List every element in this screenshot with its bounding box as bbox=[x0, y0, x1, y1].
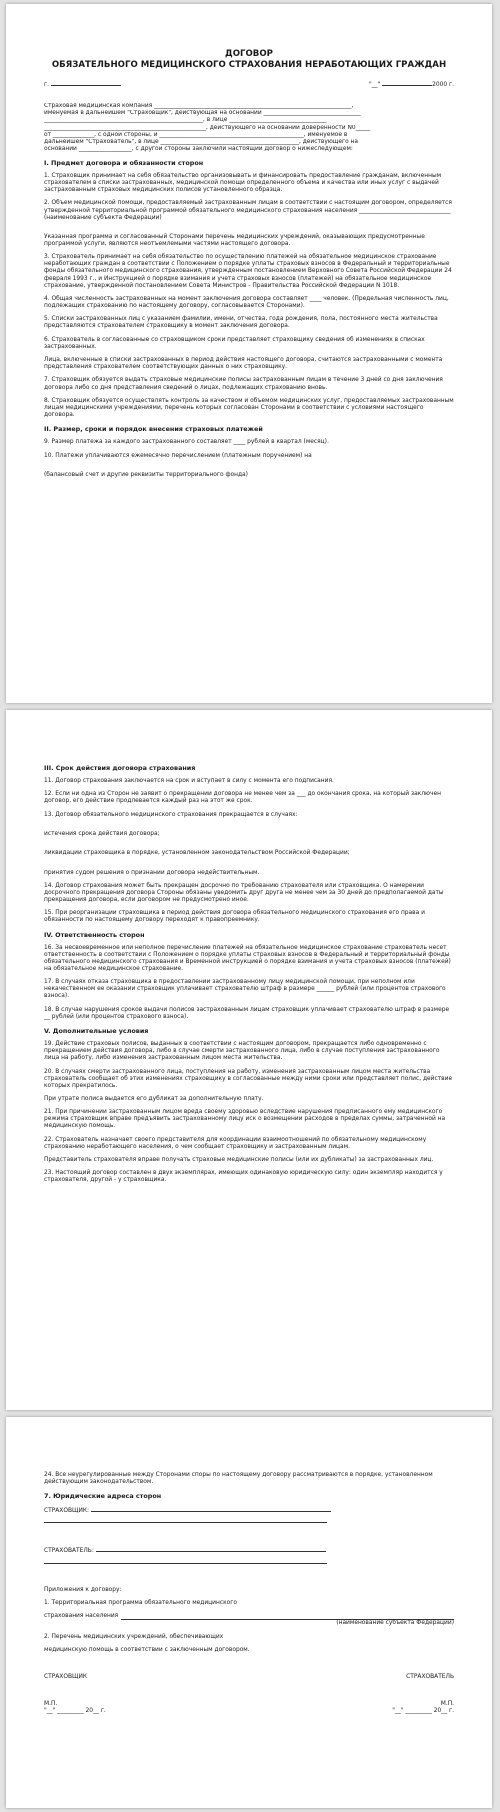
city-blank bbox=[51, 80, 121, 86]
clause-21: 21. При причинении застрахованным лицом вреда своему здоровью вследствие нарушения предписанного ему медицинского режима страховщик вправе предъявить застрахованному лицу иск о возмещении расходов в пределах суммы, затраченной на медицинскую помощь. bbox=[44, 1109, 446, 1130]
clause-2-note: (наименование субъекта Федерации) bbox=[44, 214, 162, 221]
signature-insurer: СТРАХОВЩИК bbox=[44, 1674, 88, 1681]
insurer-address-blank bbox=[44, 1515, 327, 1523]
annex-item-2-cont: медицинскую помощь в соответствии с заключенным договором. bbox=[44, 1646, 250, 1653]
clause-3: 3. Страхователь принимает на себя обязательство по осуществлению платежей на обязательное медицинское страхование неработающих граждан в соответствии с Положением о порядке уплаты страховых взносов в Федеральный и территориальные фонды обязательного медицинского страхования, утвержденным постановлением Верховного Совета Российской Федерации 24 февраля 1993 г., и Инструкцией о порядке взимания и учета страховых взносов (платежей) на обязательное медицинское страхование, утвержденной постановлением Совета Министров - Правительства Российской Федерации N 1018. bbox=[44, 254, 452, 289]
clause-22: 22. Страхователь назначает своего представителя для координации взаимоотношений по обязательному медицинскому страхованию неработающего населения, о чем сообщает страховщику и застрахованным лицам. bbox=[44, 1136, 427, 1150]
date-blank bbox=[382, 80, 432, 86]
annex-item-1: 1. Территориальная программа обязательного медицинского bbox=[44, 1599, 237, 1606]
clause-23: 23. Настоящий договор составлен в двух экземплярах, имеющих одинаковую юридическую силу: один экземпляр находится у страхователя, другой - у страховщика. bbox=[44, 1170, 443, 1184]
section-heading-3: III. Срок действия договора страхования bbox=[44, 764, 196, 772]
document-page-3 bbox=[6, 1417, 492, 1808]
clause-24: 24. Все неурегулированные между Сторонами споры по настоящему договору рассматриваются в порядке, установленном действующим законодательством. bbox=[44, 1472, 433, 1486]
annex-item-2: 2. Перечень медицинских учреждений, обеспечивающих bbox=[44, 1633, 224, 1640]
preamble bbox=[44, 103, 454, 153]
document-page-2 bbox=[6, 710, 492, 1410]
clause-9: 9. Размер платежа за каждого застрахованного составляет ____ рублей в квартал (месяц). bbox=[44, 439, 329, 446]
sign-date-insurer: "__" _________ 20__ г. bbox=[44, 1708, 106, 1715]
policyholder-label: СТРАХОВАТЕЛЬ: bbox=[44, 1548, 94, 1555]
city-field: г. bbox=[44, 80, 121, 89]
preamble-line: от ______________, с одной стороны, и _________________________________________________, именуемое в bbox=[44, 131, 348, 138]
policyholder-address-blank bbox=[96, 1546, 326, 1552]
insurer-address-blank bbox=[91, 1506, 331, 1512]
city-date-row bbox=[44, 80, 454, 89]
clause-4: 4. Общая численность застрахованных на момент заключения договора составляет ____ человек. (Предельная численность лиц, подлежащих страхованию по настоящему договору, согласовывается Сторонами). bbox=[44, 295, 449, 309]
annex-item-1-line: страхования населения bbox=[44, 1613, 454, 1620]
clause-2: 2. Объем медицинской помощи, предоставляемый застрахованным лицам в соответствии с настоящим договором, определяется утвержденной территориальной программой обязательного медицинского страхования населения _______________________________ bbox=[44, 200, 452, 214]
contract-title bbox=[44, 49, 454, 70]
section-heading-7: 7. Юридические адреса сторон bbox=[44, 1492, 162, 1501]
clause-13: 13. Договор обязательного медицинского страхования прекращается в случаях: bbox=[44, 811, 298, 818]
stamp-insurer: М.П. bbox=[44, 1701, 58, 1708]
preamble-line: ______________________________________________________, в лице _________________________________ bbox=[44, 117, 327, 124]
insurer-address bbox=[44, 1506, 454, 1515]
preamble-line: именуемая в дальнейшем "Страховщик", действующая на основании _________________________________ bbox=[44, 110, 361, 117]
clause-18: 18. В случае нарушения сроков выдачи полисов застрахованным лицам страховщик уплачивает страхователю штраф в размере __ рублей (или процентов страхового взноса). bbox=[44, 1006, 450, 1020]
clause-12: 12. Если ни одна из Сторон не заявит о прекращении договора не менее чем за ___ до окончания срока, на который заключен договор, его действие продлевается каждый раз на этот же срок. bbox=[44, 791, 441, 805]
clause-6: 6. Страхователь в согласованные со страховщиком сроки представляет страховщику сведения об изменениях в списках застрахованных. bbox=[44, 336, 425, 350]
clause-13-item: истечения срока действия договора; bbox=[44, 830, 160, 837]
stamp-policyholder: М.П. bbox=[440, 1701, 454, 1708]
preamble-line: основании __________________, с другой стороны заключили настоящий Договор о нижеследующем: bbox=[44, 145, 353, 152]
section-heading-1: I. Предмет договора и обязанности сторон bbox=[44, 158, 204, 167]
title-line-2: ОБЯЗАТЕЛЬНОГО МЕДИЦИНСКОГО СТРАХОВАНИЯ НЕРАБОТАЮЩИХ ГРАЖДАН bbox=[51, 59, 447, 70]
sign-date-row bbox=[44, 1708, 454, 1715]
title-line-1: ДОГОВОР bbox=[225, 49, 273, 59]
policyholder-address bbox=[44, 1546, 454, 1555]
sign-date-policyholder: "__" _________ 20__ г. bbox=[392, 1708, 454, 1715]
clause-6-cont: Лица, включенные в списки застрахованных в период действия настоящего договора, считаются застрахованными с момента представления страхователем соответствующих данных о них страховщику. bbox=[44, 357, 443, 371]
section-heading-4: IV. Ответственность сторон bbox=[44, 930, 145, 939]
clause-8: 8. Страховщик обязуется осуществлять контроль за качеством и объемом медицинских услуг, предоставляемых застрахованным лицам медицинскими учреждениями, перечень которых согласован Сторонами в соответствии с условиями настоящего договора. bbox=[44, 397, 454, 418]
preamble-line: _______________________________________________________, действующего на основании доверенности N0_____ bbox=[44, 124, 371, 131]
annex-item-1-note: (наименование субъекта Федерации) bbox=[336, 1620, 454, 1627]
clause-19: 19. Действие страховых полисов, выданных в соответствии с настоящим договором, прекращается либо одновременно с прекращением действия договора, либо в случае смерти застрахованного лица, либо в случае поступления застрахованного лица на работу, либо изменения застрахованным лицом места жительства. bbox=[44, 1041, 440, 1062]
clause-11: 11. Договор страхования заключается на срок и вступает в силу с момента его подписания. bbox=[44, 778, 334, 784]
preamble-line: Страховая медицинская компания ___________________________________________________________________, bbox=[44, 103, 354, 110]
signature-row bbox=[44, 1674, 454, 1681]
preamble-line: дальнейшем "Страхователь", в лице _______________________________________________, действующего на bbox=[44, 138, 359, 145]
annex-title: Приложения к договору: bbox=[44, 1586, 122, 1593]
clause-16: 16. За несвоевременное или неполное перечисление платежей на обязательное медицинское страхование страхователь несет ответственность в соответствии с Положением о порядке уплаты страховых взносов в Федеральный и территориальный фонды обязательного медицинского страхования и Временной инструкцией о порядке взимания и учета страховых взносов (платежей) на обязательное медицинское страхование. bbox=[44, 944, 451, 972]
clause-13-item: принятия судом решения о признании договора недействительным. bbox=[44, 869, 260, 876]
clause-20: 20. В случаях смерти застрахованного лица, поступления на работу, изменения застрахованным лицом места жительства страхователь сообщает об этих изменениях страховщику в согласованные между ними сроки или представляет полис, действие которых прекратилось. bbox=[44, 1068, 453, 1089]
clause-14: 14. Договор страхования может быть прекращен досрочно по требованию страхователя или страховщика. О намерении досрочного прекращения договора Стороны обязаны уведомить друг друга не менее чем за 30 дней до предполагаемой даты прекращения договора, если договором не предусмотрено иное. bbox=[44, 882, 444, 903]
clause-10: 10. Платежи уплачиваются ежемесячно перечислением (платежным поручением) на bbox=[44, 452, 312, 459]
signature-policyholder: СТРАХОВАТЕЛЬ bbox=[406, 1674, 454, 1681]
section-heading-5: V. Дополнительные условия bbox=[44, 1027, 149, 1036]
clause-15: 15. При реорганизации страховщика в период действия договора обязательного медицинского страхования его права и обязанности по настоящему договору переходят к правопреемнику. bbox=[44, 910, 425, 924]
date-field: "__" 2000 г. bbox=[368, 82, 454, 89]
clause-17: 17. В случаях отказа страховщика в предоставлении застрахованному лицу медицинской помощи, при неполном или некачественном ее оказании страховщик уплачивает страхователю штраф в размере ______ рублей (или процентов страхового взноса). bbox=[44, 979, 446, 1000]
document-page-1 bbox=[6, 4, 492, 703]
clause-10-note: (балансовый счет и другие реквизиты территориального фонда) bbox=[44, 471, 248, 478]
clause-2-cont: Указанная программа и согласованный Сторонами перечень медицинских учреждений, оказывающих предусмотренные программой услуги, являются неотъемлемыми частями настоящего договора. bbox=[44, 233, 425, 247]
clause-22-cont: Представитель страхователя вправе получать страховые медицинские полисы (или их дубликаты) за застрахованных лиц. bbox=[44, 1157, 434, 1164]
stamp-row bbox=[44, 1701, 454, 1708]
clause-1: 1. Страховщик принимает на себя обязательство организовывать и финансировать предоставление гражданам, включенным страхователем в списки застрахованных, медицинской помощи определенного объема и качества или иных услуг с выдачей застрахованным страховых медицинских полисов установленного образца. bbox=[44, 172, 442, 194]
clause-13-item: ликвидации страховщика в порядке, установленном законодательством Российской Федерации; bbox=[44, 850, 350, 857]
section-heading-2: II. Размер, сроки и порядок внесения страховых платежей bbox=[44, 425, 263, 434]
annex-item-1-blank bbox=[121, 1613, 454, 1620]
clause-5: 5. Списки застрахованных лиц с указанием фамилии, имени, отчества, года рождения, пола, постоянного места жительства представляются страхователем страховщику в момент заключения договора. bbox=[44, 316, 438, 330]
clause-7: 7. Страховщик обязуется выдать страховые медицинские полисы застрахованным лицам в течение 3 дней со дня заключения договора либо со дня представления сведений о лицах, подлежащих страхованию вновь. bbox=[44, 377, 443, 391]
clause-20-cont: При утрате полиса выдается его дубликат за дополнительную плату. bbox=[44, 1095, 264, 1102]
insurer-label: СТРАХОВЩИК: bbox=[44, 1508, 90, 1515]
policyholder-address-blank bbox=[44, 1556, 327, 1564]
